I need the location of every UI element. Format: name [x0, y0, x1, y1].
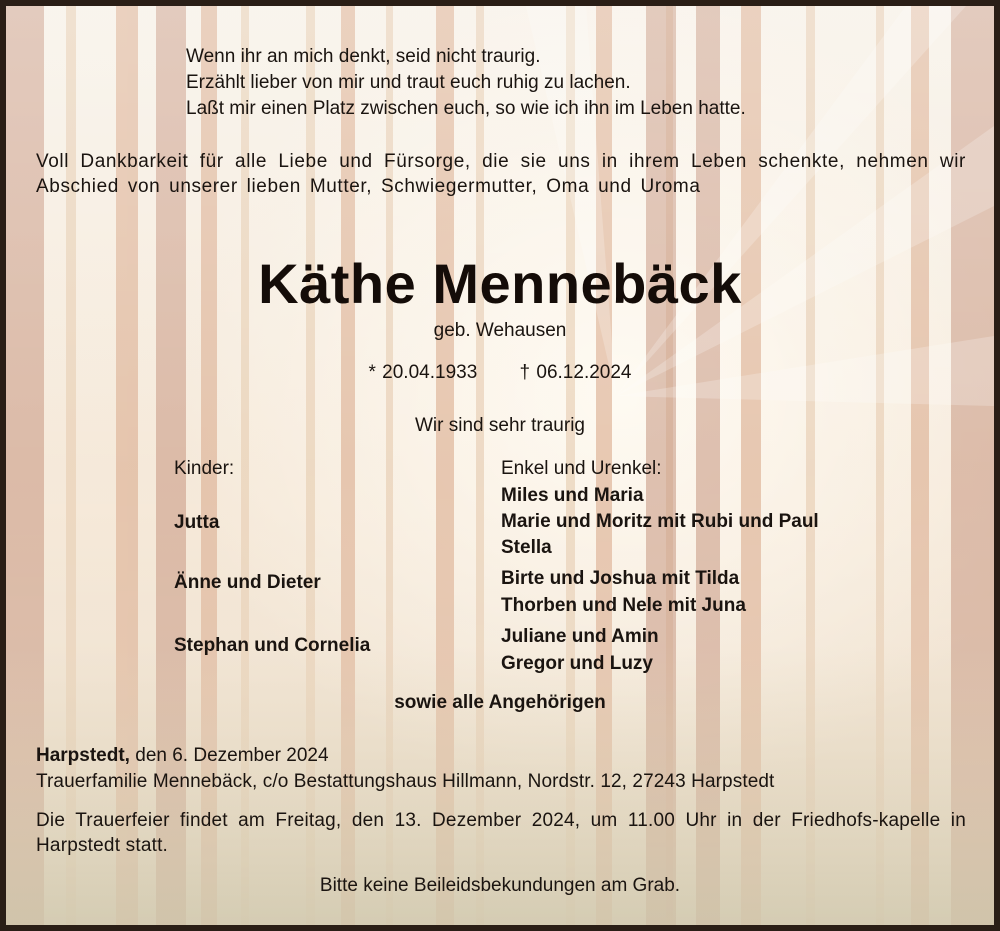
child-name: Jutta: [174, 512, 220, 533]
death-date: † 06.12.2024: [519, 362, 632, 383]
notice-content: [6, 6, 994, 925]
place-date: den 6. Dezember 2024: [135, 745, 329, 766]
grandchildren-heading: Enkel und Urenkel:: [501, 458, 662, 479]
child-name: Stephan und Cornelia: [174, 635, 371, 656]
grandchild-name: Birte und Joshua mit Tilda: [501, 568, 740, 589]
grandchild-name: Miles und Maria: [501, 485, 644, 506]
poem-line: Erzählt lieber von mir und traut euch ruhig zu lachen.: [186, 72, 631, 93]
family-address: Trauerfamilie Mennebäck, c/o Bestattungshaus Hillmann, Nordstr. 12, 27243 Harpstedt: [36, 771, 775, 792]
place-town: Harpstedt,: [36, 745, 130, 766]
funeral-info: Die Trauerfeier findet am Freitag, den 13. Dezember 2024, um 11.00 Uhr in der Friedhofs-kapelle in Harpstedt statt.: [36, 810, 966, 856]
mourning-line: Wir sind sehr traurig: [415, 415, 585, 436]
poem-line: Wenn ihr an mich denkt, seid nicht traurig.: [186, 46, 541, 67]
grandchild-name: Gregor und Luzy: [501, 653, 653, 674]
place-date-line: [36, 745, 329, 767]
relatives-line: sowie alle Angehörigen: [394, 692, 606, 713]
no-condolences-note: Bitte keine Beileidsbekundungen am Grab.: [319, 875, 681, 896]
maiden-name: geb. Wehausen: [433, 320, 567, 341]
birth-date: * 20.04.1933: [368, 362, 478, 383]
intro-text: Voll Dankbarkeit für alle Liebe und Fürsorge, die sie uns in ihrem Leben schenkte, nehmen wir Abschied von unserer lieben Mutter, Schwiegermutter, Oma und Uroma: [36, 151, 966, 197]
poem-line: Laßt mir einen Platz zwischen euch, so wie ich ihn im Leben hatte.: [186, 98, 746, 119]
poem: [186, 44, 746, 122]
child-name: Änne und Dieter: [174, 572, 321, 593]
grandchild-name: Thorben und Nele mit Juna: [501, 595, 746, 616]
children-heading: Kinder:: [174, 458, 235, 479]
grandchild-name: Juliane und Amin: [501, 626, 659, 647]
life-dates: [6, 362, 994, 384]
grandchild-name: Marie und Moritz mit Rubi und Paul: [501, 511, 819, 532]
deceased-name: Käthe Mennebäck: [258, 252, 742, 315]
grandchild-name: Stella: [501, 537, 552, 558]
